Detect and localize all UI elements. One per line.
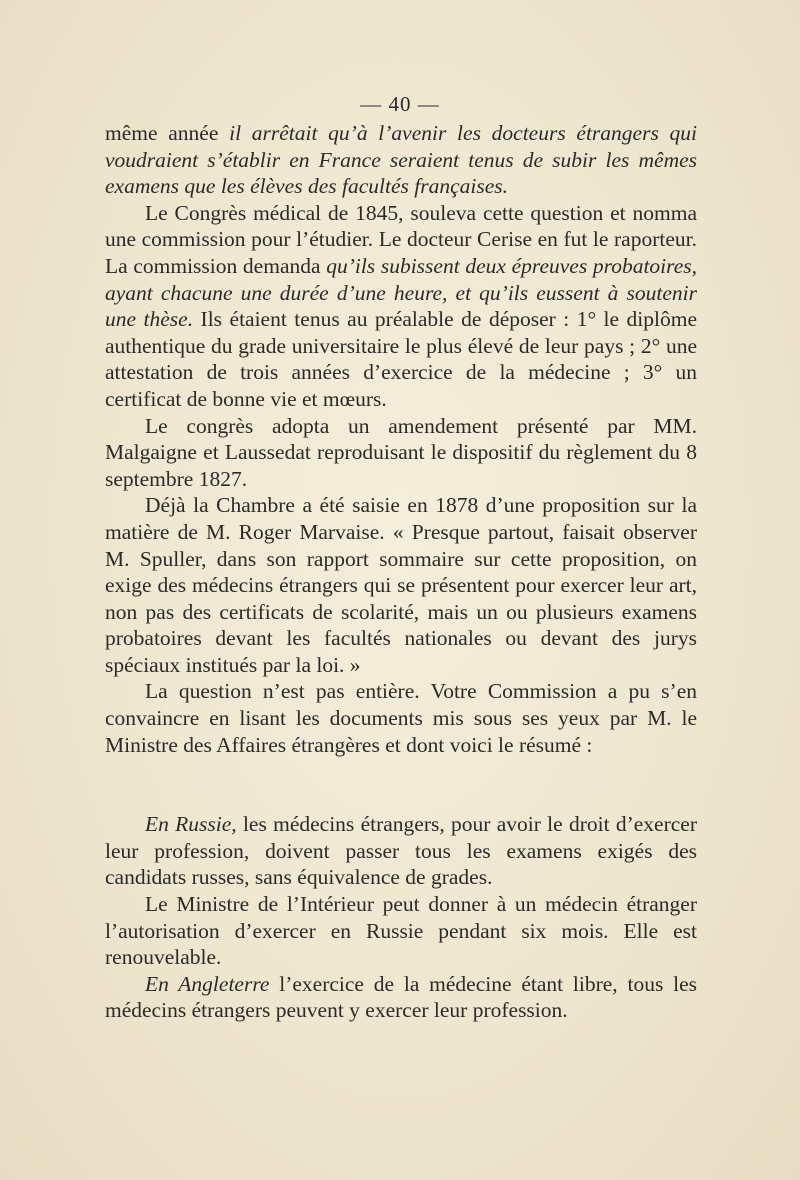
england-text: l’exercice de la médecine étant libre, tous les médecins étrangers peuvent y exercer leur profession. <box>105 971 697 1023</box>
paragraph-2-part-b: Ils étaient tenus au préalable de déposer : 1° le diplôme authentique du grade universitaire le plus élevé de leur pays ; 2° une attestation de trois années d’exercice de la médecine ; 3° un certificat de bonne vie et mœurs. <box>105 307 697 411</box>
paragraph-1 <box>105 120 697 200</box>
paragraph-3: Le congrès adopta un amendement présenté par MM. Malgaigne et Laussedat reproduisant le dispositif du règlement du 8 septembre 1827. <box>105 413 697 491</box>
paragraph-2 <box>105 200 697 413</box>
england-heading: En Angleterre <box>145 971 270 996</box>
body-text <box>105 120 697 1024</box>
paragraph-5: La question n’est pas entière. Votre Commission a pu s’en convaincre en lisant les documents mis sous ses yeux par M. le Ministre des Affaires étrangères et dont voici le résumé : <box>105 679 697 757</box>
russia-text: les médecins étrangers, pour avoir le droit d’exercer leur profession, doivent passer tous les examens exigés des candidats russes, sans équivalence de grades. <box>105 812 697 890</box>
paragraph-interior-minister: Le Ministre de l’Intérieur peut donner à un médecin étranger l’autorisation d’exercer en Russie pendant six mois. Elle est renouvelable. <box>105 892 697 970</box>
paragraph-1-lead: même année <box>105 121 230 145</box>
paragraph-england <box>105 971 697 1024</box>
paragraph-4: Déjà la Chambre a été saisie en 1878 d’une proposition sur la matière de M. Roger Marvaise. « Presque partout, faisait observer M. Spuller, dans son rapport sommaire sur cette proposition, on exige des médecins étrangers qui se présentent pour exercer leur art, non pas des certificats de scolarité, mais un ou plusieurs examens probatoires devant les facultés nationales ou devant des jurys spéciaux institués par la loi. » <box>105 493 697 677</box>
russia-heading: En Russie, <box>145 812 237 837</box>
paragraph-russia <box>105 811 697 891</box>
paragraph-2-part-a: Le Congrès médical de 1845, souleva cette question et nomma une commission pour l’étudier. Le docteur Cerise en fut le raporteur. La commission demanda <box>105 200 697 278</box>
paragraph-1-italic: il arrêtait qu’à l’avenir les docteurs étrangers qui voudraient s’établir en France seraient tenus de subir les mêmes examens que les élèves des facultés françaises. <box>105 121 697 199</box>
paragraph-2-italic: qu’ils subissent deux épreuves probatoires, ayant chacune une durée d’une heure, et qu’ils eussent à soutenir une thèse. <box>105 253 697 332</box>
section-gap <box>105 758 697 811</box>
page-number: — 40 — <box>360 92 440 116</box>
